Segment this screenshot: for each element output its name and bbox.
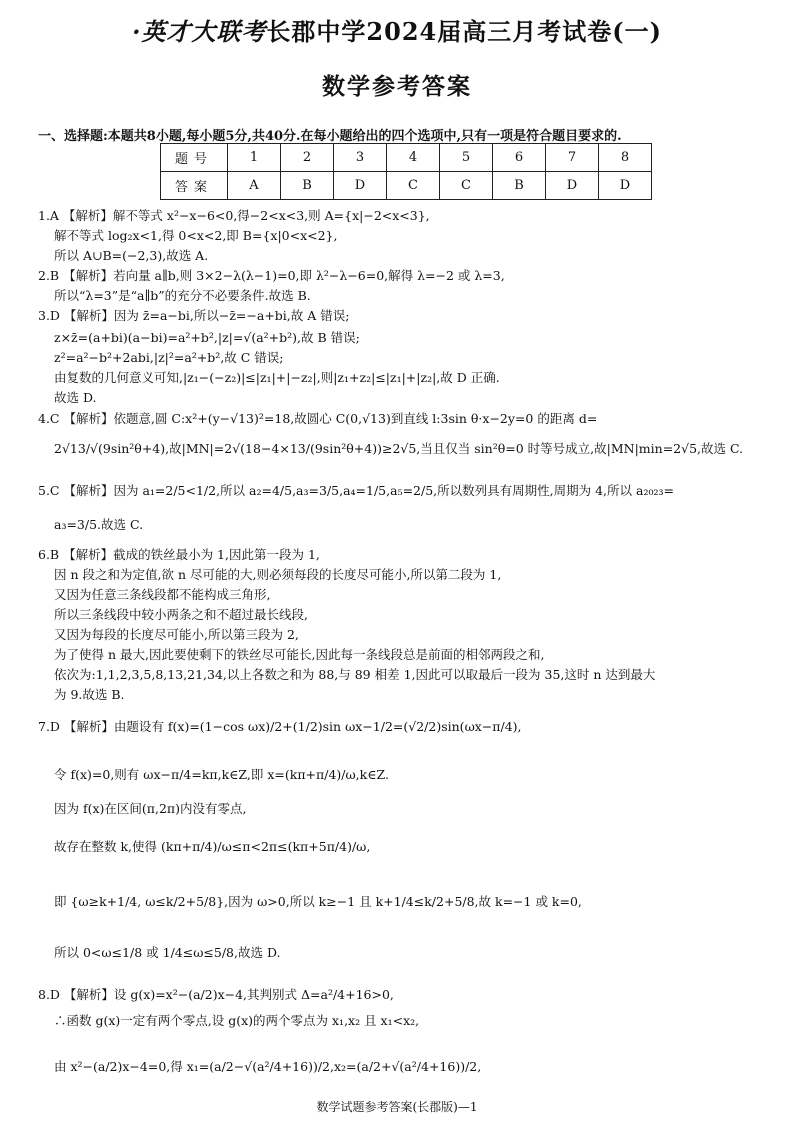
solution-line-q6: 为了使得 n 最大,因此要使剩下的铁丝尽可能长,因此每一条线段总是前面的相邻两段之和, [54, 647, 545, 662]
table-header-cell: 答案 [161, 172, 228, 200]
solution-line-q6: 又因为任意三条线段都不能构成三角形, [54, 587, 271, 602]
solution-line-q8: 由 x²−(a/2)x−4=0,得 x₁=(a/2−√(a²/4+16))/2,x₂=(a/2+√(a²/4+16))/2, [54, 1059, 482, 1074]
table-row [161, 144, 652, 172]
solution-line-q3: 3.D 【解析】因为 z̄=a−bi,所以−z̄=−a+bi,故 A 错误; [38, 308, 350, 323]
solution-line-q2: 所以“λ=3”是“a∥b”的充分不必要条件.故选 B. [54, 288, 311, 303]
solution-line-q3: 故选 D. [54, 390, 97, 405]
solution-line-q7: 令 f(x)=0,则有 ωx−π/4=kπ,k∈Z,即 x=(kπ+π/4)/ω,k∈Z. [54, 767, 389, 782]
solution-line-q5: a₃=3/5.故选 C. [54, 517, 144, 532]
solution-line-q1: 所以 A∪B=(−2,3),故选 A. [54, 248, 209, 263]
solution-line-q5: 5.C 【解析】因为 a₁=2/5<1/2,所以 a₂=4/5,a₃=3/5,a₄=1/5,a₅=2/5,所以数列具有周期性,周期为 4,所以 a₂₀₂₃= [38, 483, 674, 498]
answer-cell: C [387, 172, 440, 200]
answer-cell: B [493, 172, 546, 200]
question-number-cell: 7 [546, 144, 599, 172]
solution-line-q7: 所以 0<ω≤1/8 或 1/4≤ω≤5/8,故选 D. [54, 945, 281, 960]
question-number-cell: 6 [493, 144, 546, 172]
exam-name: 长郡中学2024届高三月考试卷(一) [266, 17, 662, 46]
table-header-cell: 题号 [161, 144, 228, 172]
solution-line-q1: 1.A 【解析】解不等式 x²−x−6<0,得−2<x<3,则 A={x|−2<x<3}, [38, 208, 430, 223]
page-footer: 数学试题参考答案(长郡版)—1 [316, 1100, 478, 1114]
solution-line-q3: 由复数的几何意义可知,|z₁−(−z₂)|≤|z₁|+|−z₂|,则|z₁+z₂|≤|z₁|+|z₂|,故 D 正确. [54, 370, 500, 385]
document-title: 数学参考答案 [322, 74, 472, 100]
solution-line-q6: 为 9.故选 B. [54, 687, 125, 702]
solution-line-q7: 即 {ω≥k+1/4, ω≤k/2+5/8},因为 ω>0,所以 k≥−1 且 k+1/4≤k/2+5/8,故 k=−1 或 k=0, [54, 894, 582, 909]
answer-cell: D [546, 172, 599, 200]
brand-label: ·英才大联考 [132, 17, 267, 46]
section-heading: 一、选择题:本题共8小题,每小题5分,共40分.在每小题给出的四个选项中,只有一项是符合题目要求的. [38, 129, 622, 144]
solution-line-q7: 7.D 【解析】由题设有 f(x)=(1−cos ωx)/2+(1/2)sin ωx−1/2=(√2/2)sin(ωx−π/4), [38, 719, 522, 734]
question-number-cell: 3 [334, 144, 387, 172]
exam-header [0, 12, 794, 47]
solution-line-q4: 4.C 【解析】依题意,圆 C:x²+(y−√13)²=18,故圆心 C(0,√13)到直线 l:3sin θ·x−2y=0 的距离 d= [38, 411, 598, 426]
question-number-cell: 2 [281, 144, 334, 172]
solution-line-q7: 因为 f(x)在区间(π,2π)内没有零点, [54, 801, 247, 816]
solution-line-q6: 6.B 【解析】截成的铁丝最小为 1,因此第一段为 1, [38, 547, 320, 562]
solution-line-q4: 2√13/√(9sin²θ+4),故|MN|=2√(18−4×13/(9sin²θ+4))≥2√5,当且仅当 sin²θ=0 时等号成立,故|MN|min=2√5,故选 C. [54, 441, 744, 456]
answer-cell: A [228, 172, 281, 200]
answer-cell: B [281, 172, 334, 200]
solution-line-q8: 8.D 【解析】设 g(x)=x²−(a/2)x−4,其判别式 Δ=a²/4+16>0, [38, 987, 394, 1002]
solution-line-q8: ∴函数 g(x)一定有两个零点,设 g(x)的两个零点为 x₁,x₂ 且 x₁<x₂, [54, 1013, 420, 1028]
table-row [161, 172, 652, 200]
answer-table [160, 143, 652, 200]
answer-cell: D [599, 172, 652, 200]
solution-line-q6: 依次为:1,1,2,3,5,8,13,21,34,以上各数之和为 88,与 89 相差 1,因此可以取最后一段为 35,这时 n 达到最大 [54, 667, 656, 682]
solution-line-q6: 又因为每段的长度尽可能小,所以第三段为 2, [54, 627, 299, 642]
solution-line-q6: 因 n 段之和为定值,欲 n 尽可能的大,则必须每段的长度尽可能小,所以第二段为 1, [54, 567, 502, 582]
answer-cell: D [334, 172, 387, 200]
question-number-cell: 1 [228, 144, 281, 172]
question-number-cell: 5 [440, 144, 493, 172]
answer-cell: C [440, 172, 493, 200]
solution-line-q3: z×z̄=(a+bi)(a−bi)=a²+b²,|z|=√(a²+b²),故 B 错误; [54, 330, 360, 345]
solution-line-q3: z²=a²−b²+2abi,|z|²=a²+b²,故 C 错误; [54, 350, 284, 365]
solution-line-q1: 解不等式 log₂x<1,得 0<x<2,即 B={x|0<x<2}, [54, 228, 338, 243]
question-number-cell: 4 [387, 144, 440, 172]
solution-line-q6: 所以三条线段中较小两条之和不超过最长线段, [54, 607, 308, 622]
question-number-cell: 8 [599, 144, 652, 172]
solution-line-q2: 2.B 【解析】若向量 a∥b,则 3×2−λ(λ−1)=0,即 λ²−λ−6=0,解得 λ=−2 或 λ=3, [38, 268, 505, 283]
solution-line-q7: 故存在整数 k,使得 (kπ+π/4)/ω≤π<2π≤(kπ+5π/4)/ω, [54, 839, 371, 854]
